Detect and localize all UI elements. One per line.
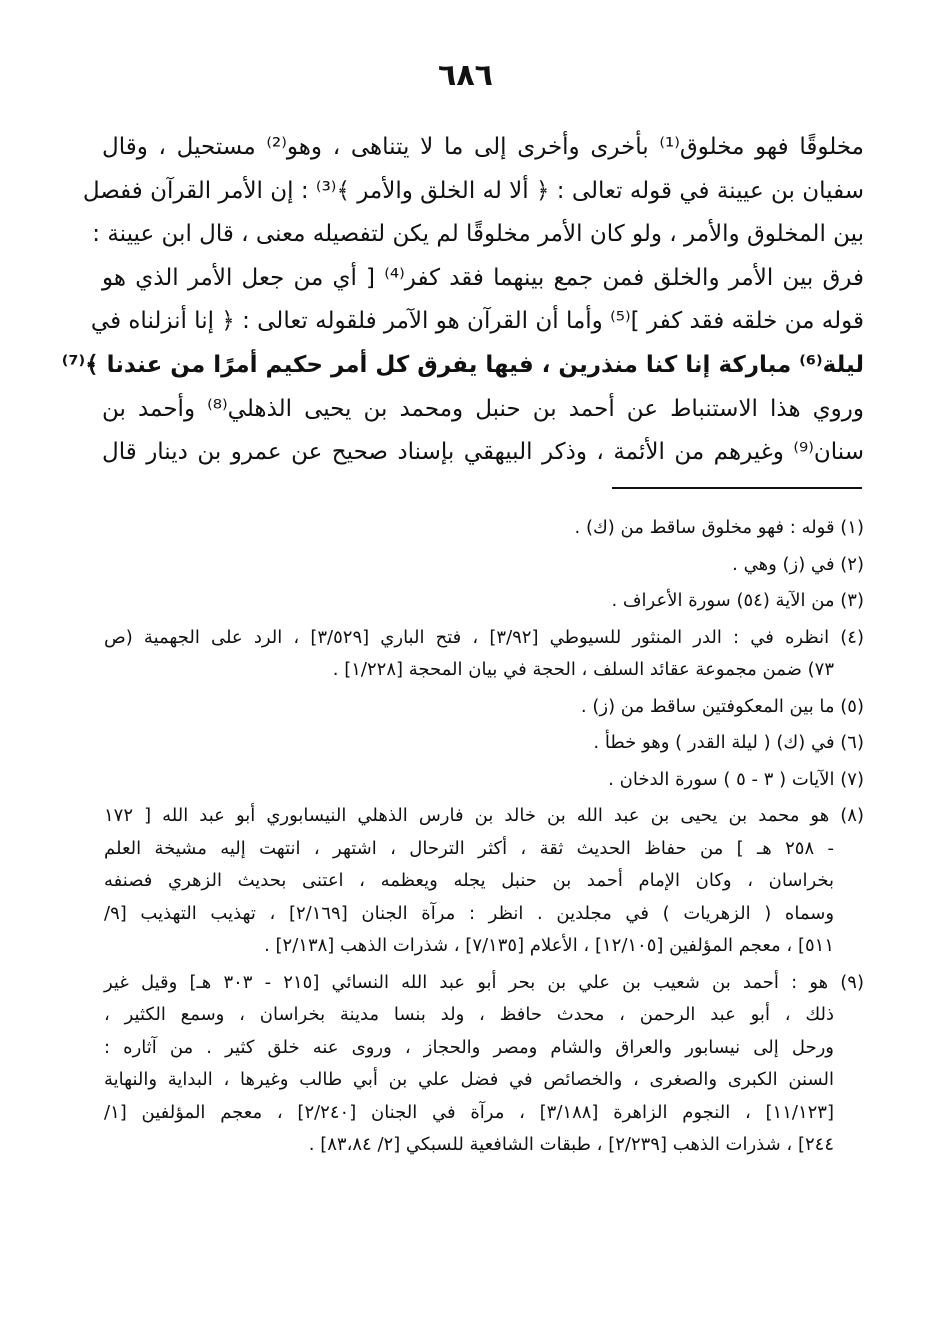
page-number: ٦٨٦	[438, 58, 493, 93]
footnote-line: وسماه ( الزهريات ) في مجلدين . انظر : مرآة الجنان [٢/١٦٩] ، تهذيب التهذيب [٩/	[104, 902, 835, 924]
main-text-line: سفيان بن عيينة في قوله تعالى : ﴿ ألا له الخلق والأمر ﴾⁽³⁾ : إن الأمر القرآن ففصل	[82, 177, 864, 204]
main-text-line: سنان⁽⁹⁾ وغيرهم من الأئمة ، وذكر البيهقي بإسناد صحيح عن عمرو بن دينار قال	[102, 439, 864, 466]
footnote-line: - ٢٥٨ هـ ] من حفاظ الحديث ثقة ، أكثر الترحال ، اشتهر ، انتهت إليه مشيخة العلم	[104, 837, 834, 859]
main-text-line: مخلوقًا فهو مخلوق⁽¹⁾ بأخرى وأخرى إلى ما لا يتناهى ، وهو⁽²⁾ مستحيل ، وقال	[102, 134, 864, 160]
footnote-5	[104, 691, 864, 724]
footnote-2	[104, 549, 864, 582]
footnote-line: ذلك ، أبو عبد الرحمن ، محدث حافظ ، ولد بنسا مدينة بخراسان ، وسمع الكثير ،	[104, 1004, 834, 1025]
footnote-line: (٨) هو محمد بن يحيى بن عبد الله بن خالد بن فارس الذهلي النيسابوري أبو عبد الله [ ١٧٢	[104, 805, 864, 826]
footnote-line: (٥) ما بين المعكوفتين ساقط من (ز) .	[580, 695, 864, 717]
footnote-1	[104, 512, 864, 545]
footnote-line: بخراسان ، وكان الإمام أحمد بن حنبل يجله ويعظمه ، اعتنى بحديث الزهري فصنفه	[104, 870, 834, 891]
footnote-line: السنن الكبرى والصغرى ، والخصائص في فضل علي بن أبي طالب وغيرها ، البداية والنهاية	[104, 1069, 834, 1090]
footnote-3	[104, 585, 864, 618]
footnote-line: ورحل إلى نيسابور والعراق والشام ومصر والحجاز ، وروى عنه خلق كثير . من آثاره :	[104, 1036, 834, 1058]
footnote-4	[104, 622, 864, 687]
footnote-line: ٥١١] ، معجم المؤلفين [١٢/١٠٥] ، الأعلام [٧/١٣٥] ، شذرات الذهب [٢/١٣٨] .	[264, 935, 834, 956]
footnote-line: ٧٣) ضمن مجموعة عقائد السلف ، الحجة في بيان المحجة [١/٢٢٨] .	[332, 659, 834, 680]
footnote-line: ٢٤٤] ، شذرات الذهب [٢/٢٣٩] ، طبقات الشافعية للسبكي [٢/ ٨٣،٨٤] .	[308, 1134, 834, 1155]
main-text-line: فرق بين الأمر والخلق فمن جمع بينهما فقد كفر⁽⁴⁾ [ أي من جعل الأمر الذي هو	[102, 264, 864, 291]
footnote-line: (٢) في (ز) وهي .	[732, 553, 864, 575]
quran-verse-line: ليلة⁽⁶⁾ مباركة إنا كنا منذرين ، فيها يفرق كل أمر حكيم أمرًا من عندنا ﴾⁽⁷⁾	[61, 351, 864, 378]
footnote-6	[104, 727, 864, 760]
footnote-line: (١) قوله : فهو مخلوق ساقط من (ك) .	[574, 517, 864, 538]
main-text-line: وروي هذا الاستنباط عن أحمد بن حنبل ومحمد بن يحيى الذهلي⁽⁸⁾ وأحمد بن	[102, 395, 864, 422]
footnotes-section	[104, 512, 864, 1166]
footnote-9	[104, 967, 864, 1162]
footnote-line: (٧) الآيات ( ٣ - ٥ ) سورة الدخان .	[608, 768, 864, 790]
main-text-line: قوله من خلقه فقد كفر ]⁽⁵⁾ وأما أن القرآن هو الآمر فلقوله تعالى : ﴿ إنا أنزلناه في	[90, 308, 864, 335]
footnote-line: (٣) من الآية (٥٤) سورة الأعراف .	[611, 590, 864, 611]
main-text-line: بين المخلوق والأمر ، ولو كان الأمر مخلوقًا لم يكن لتفصيله معنى ، قال ابن عيينة :	[92, 221, 864, 248]
footnote-line: (٩) هو : أحمد بن شعيب بن علي بن بحر أبو عبد الله النسائي [٢١٥ - ٣٠٣ هـ] وقيل غير	[104, 971, 864, 993]
main-text-body	[61, 126, 864, 475]
footnote-7	[104, 764, 864, 797]
footnote-line: (٦) في (ك) ( ليلة القدر ) وهو خطأ .	[593, 732, 864, 753]
footnote-8	[104, 800, 864, 963]
footnote-line: (٤) انظره في : الدر المنثور للسيوطي [٣/٩٢] ، فتح الباري [٣/٥٢٩] ، الرد على الجهمية (ص	[104, 626, 864, 648]
footnote-line: [١١/١٢٣] ، النجوم الزاهرة [٣/١٨٨] ، مرآة في الجنان [٢/٢٤٠] ، معجم المؤلفين [١/	[104, 1101, 834, 1123]
footnote-separator	[612, 487, 862, 489]
